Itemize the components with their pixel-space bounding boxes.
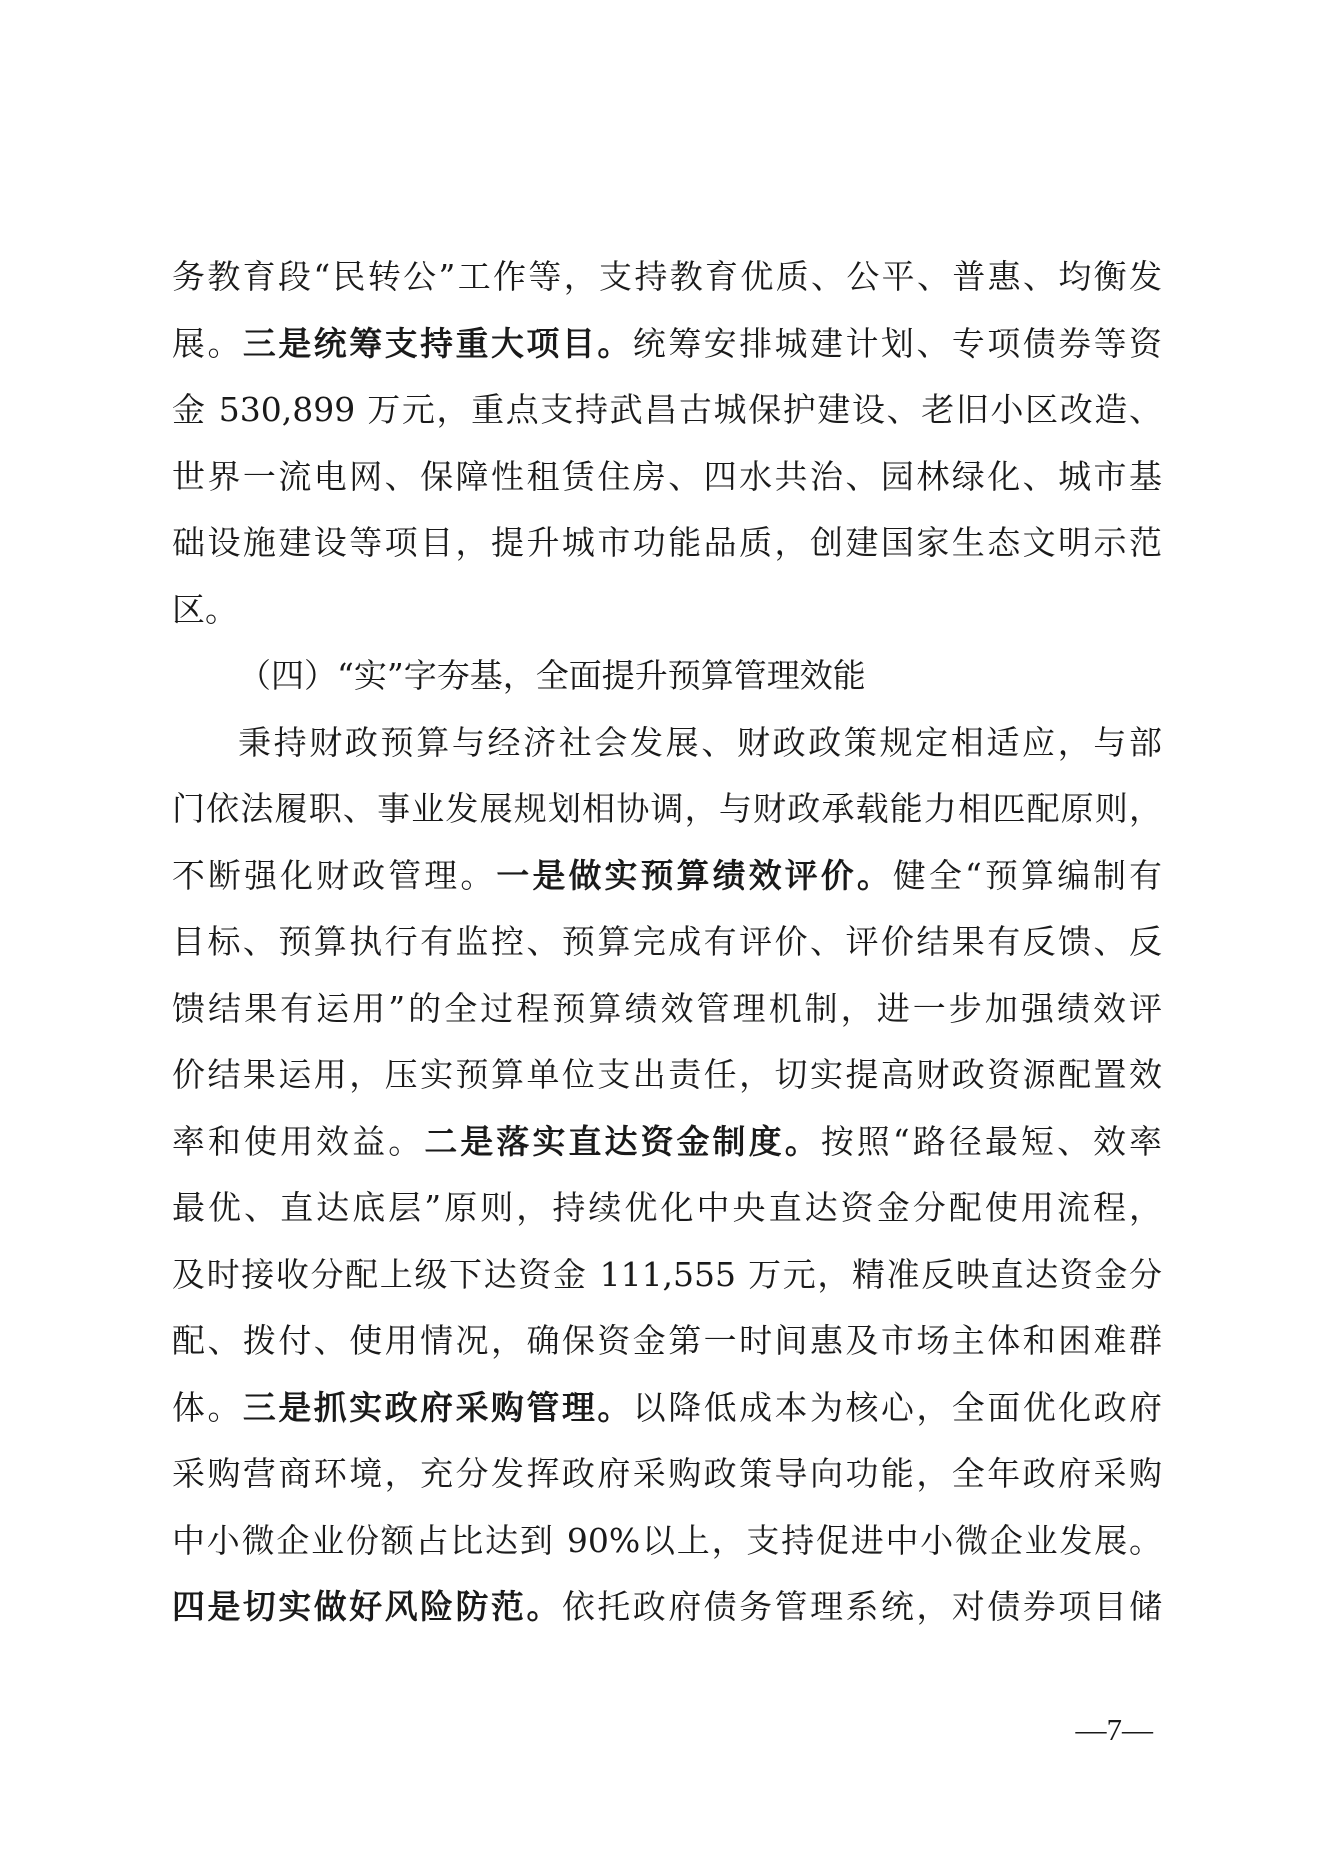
text-line-12 — [172, 976, 1162, 1043]
line-text: 依托政府债务管理系统，对债券项目储 — [561, 1588, 1163, 1626]
text-line-17 — [172, 1308, 1162, 1375]
line-text: 展。 — [172, 324, 243, 363]
text-line-1 — [172, 244, 1162, 311]
text-line-6 — [172, 577, 1162, 644]
line-text: 及时接收分配上级下达资金 111,555 万元，精准反映直达资金分 — [172, 1254, 1162, 1294]
bold-heading: 二是落实直达资金制度。 — [424, 1122, 821, 1161]
line-text: 统筹安排城建计划、专项债券等资 — [632, 324, 1163, 363]
bold-heading: 三是统筹支持重大项目。 — [242, 324, 633, 363]
line-text: 配、拨付、使用情况，确保资金第一时间惠及市场主体和困难群 — [172, 1321, 1162, 1360]
bold-heading: 三是抓实政府采购管理。 — [242, 1388, 633, 1427]
line-text: 体。 — [172, 1388, 243, 1427]
line-text: 务教育段“民转公”工作等，支持教育优质、公平、普惠、均衡发 — [172, 257, 1162, 296]
text-line-10 — [172, 843, 1162, 910]
bold-heading: 一是做实预算绩效评价。 — [496, 856, 893, 895]
line-text: 世界一流电网、保障性租赁住房、四水共治、园林绿化、城市基 — [172, 456, 1162, 496]
text-line-4 — [172, 444, 1162, 511]
page-number: —7— — [1075, 1712, 1153, 1747]
text-line-11 — [172, 909, 1162, 976]
body-text — [172, 244, 1162, 1641]
line-text: 采购营商环境，充分发挥政府采购政策导向功能，全年政府采购 — [172, 1454, 1162, 1493]
text-line-21 — [172, 1574, 1162, 1641]
line-text: 中小微企业份额占比达到 90%以上，支持促进中小微企业发展。 — [172, 1520, 1162, 1560]
line-text: 不断强化财政管理。 — [172, 856, 497, 895]
text-line-16 — [172, 1242, 1162, 1309]
line-text: 金 530,899 万元，重点支持武昌古城保护建设、老旧小区改造、 — [172, 390, 1162, 429]
text-line-9 — [172, 776, 1162, 843]
line-text: 率和使用效益。 — [172, 1122, 425, 1161]
text-line-13 — [172, 1042, 1162, 1109]
text-line-5 — [172, 510, 1162, 577]
line-text: 区。 — [172, 589, 238, 629]
text-line-19 — [172, 1441, 1162, 1508]
section-heading — [172, 643, 1162, 710]
text-line-14 — [172, 1109, 1162, 1176]
text-line-2 — [172, 311, 1162, 378]
bold-heading: 四是切实做好风险防范。 — [172, 1588, 562, 1626]
text-line-8 — [172, 710, 1162, 777]
line-text: 秉持财政预算与经济社会发展、财政政策规定相适应，与部 — [238, 722, 1162, 762]
text-line-18 — [172, 1375, 1162, 1442]
line-text: 价结果运用，压实预算单位支出责任，切实提高财政资源配置效 — [172, 1055, 1162, 1094]
text-line-15 — [172, 1175, 1162, 1242]
line-text: 按照“路径最短、效率 — [820, 1122, 1162, 1161]
line-text: 以降低成本为核心，全面优化政府 — [632, 1388, 1163, 1427]
line-text: 础设施建设等项目，提升城市功能品质，创建国家生态文明示范 — [172, 523, 1162, 562]
line-text: 目标、预算执行有监控、预算完成有评价、评价结果有反馈、反 — [172, 922, 1162, 961]
line-text: 最优、直达底层”原则，持续优化中央直达资金分配使用流程， — [172, 1188, 1162, 1227]
line-text: 健全“预算编制有 — [892, 856, 1163, 895]
section-heading-text: （四）“实”字夯基，全面提升预算管理效能 — [238, 656, 866, 695]
text-line-20 — [172, 1508, 1162, 1575]
line-text: 门依法履职、事业发展规划相协调，与财政承载能力相匹配原则， — [172, 789, 1162, 828]
text-line-3 — [172, 377, 1162, 444]
line-text: 馈结果有运用”的全过程预算绩效管理机制，进一步加强绩效评 — [172, 988, 1162, 1028]
